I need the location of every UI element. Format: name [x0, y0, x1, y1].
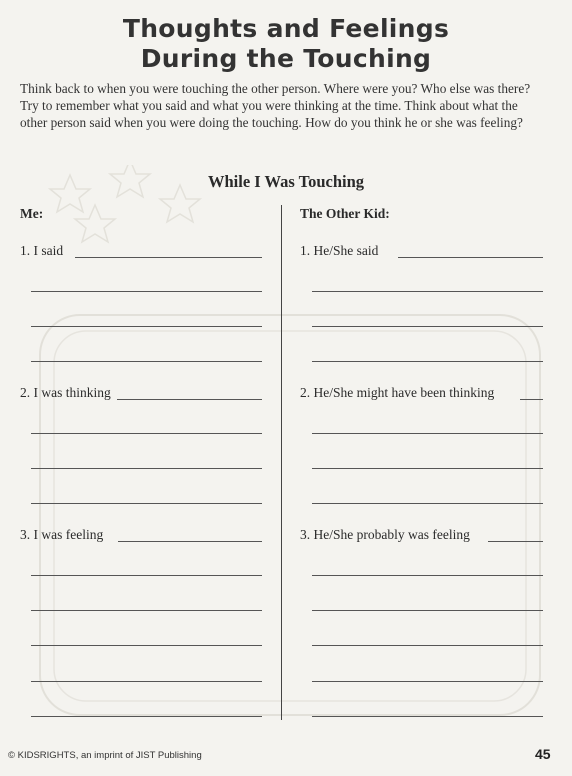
other-said-answer-line[interactable]	[312, 326, 543, 327]
other-feeling-answer-line[interactable]	[488, 541, 543, 542]
publisher-credit: © KIDSRIGHTS, an imprint of JIST Publishing	[8, 750, 202, 761]
page-number: 45	[535, 746, 551, 762]
other-feeling-answer-line[interactable]	[312, 575, 543, 576]
other-feeling-answer-line[interactable]	[312, 610, 543, 611]
me-column-heading: Me:	[20, 206, 44, 221]
column-divider	[281, 205, 282, 720]
other-said-answer-line[interactable]	[312, 291, 543, 292]
other-feeling-answer-line[interactable]	[312, 716, 543, 717]
me-thinking-answer-line[interactable]	[31, 468, 262, 469]
page-title-line-2: During the Touching	[140, 44, 432, 73]
me-said-answer-line[interactable]	[75, 257, 262, 258]
me-feeling-answer-line[interactable]	[118, 541, 262, 542]
other-feeling-prompt: 3. He/She probably was feeling	[300, 527, 470, 542]
other-thinking-answer-line[interactable]	[520, 399, 543, 400]
other-feeling-answer-line[interactable]	[312, 645, 543, 646]
me-feeling-answer-line[interactable]	[31, 610, 262, 611]
other-thinking-answer-line[interactable]	[312, 503, 543, 504]
other-said-prompt: 1. He/She said	[300, 243, 379, 258]
other-thinking-answer-line[interactable]	[312, 433, 543, 434]
me-feeling-prompt: 3. I was feeling	[20, 527, 104, 542]
me-thinking-answer-line[interactable]	[31, 503, 262, 504]
me-feeling-answer-line[interactable]	[31, 575, 262, 576]
bleed-through-decoration	[30, 165, 550, 725]
other-feeling-answer-line[interactable]	[312, 681, 543, 682]
me-said-prompt: 1. I said	[20, 243, 64, 258]
other-kid-column-heading: The Other Kid:	[300, 206, 390, 221]
other-thinking-prompt: 2. He/She might have been thinking	[300, 385, 495, 400]
me-thinking-answer-line[interactable]	[31, 433, 262, 434]
intro-paragraph: Think back to when you were touching the other person. Where were you? Who else was there? Try to remember what you said and what you were thinking at the time. Think about what the other person said when you were doing the touching. How do you think he or she was feeling?	[20, 81, 531, 130]
other-said-answer-line[interactable]	[312, 361, 543, 362]
me-feeling-answer-line[interactable]	[31, 681, 262, 682]
page-title-line-1: Thoughts and Feelings	[122, 14, 450, 43]
me-said-answer-line[interactable]	[31, 291, 262, 292]
other-said-answer-line[interactable]	[398, 257, 543, 258]
page-title	[0, 14, 572, 74]
me-feeling-answer-line[interactable]	[31, 716, 262, 717]
me-thinking-prompt: 2. I was thinking	[20, 385, 111, 400]
me-feeling-answer-line[interactable]	[31, 645, 262, 646]
other-thinking-answer-line[interactable]	[312, 468, 543, 469]
section-heading: While I Was Touching	[207, 172, 365, 191]
me-said-answer-line[interactable]	[31, 361, 262, 362]
me-thinking-answer-line[interactable]	[117, 399, 262, 400]
me-said-answer-line[interactable]	[31, 326, 262, 327]
